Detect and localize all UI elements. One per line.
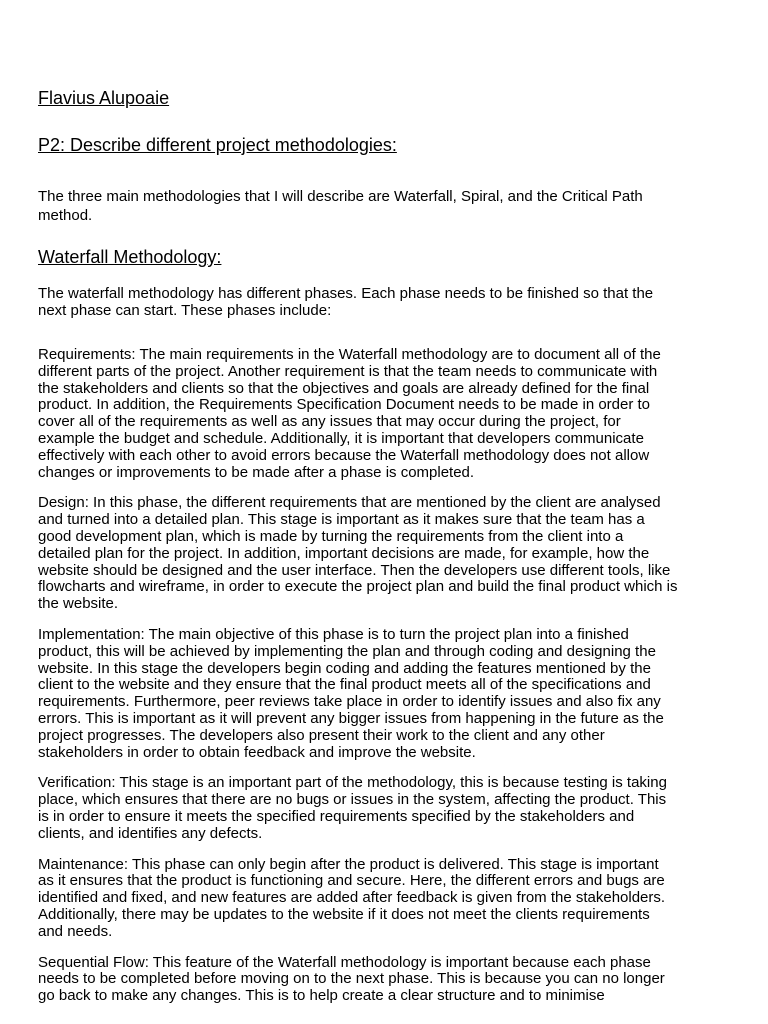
phase-verification-paragraph: Verification: This stage is an important part of the methodology, this is because testing is taking place, which ensures that there are no bugs or issues in the system, affecting the product. This is in order to ensure it meets the specified requirements specified by the stakeholders and clients, and identifies any defects. — [38, 774, 667, 842]
author-name: Flavius Alupoaie — [38, 88, 170, 108]
intro-paragraph: The three main methodologies that I will describe are Waterfall, Spiral, and the Critical Path method. — [38, 188, 643, 224]
phase-implementation-paragraph: Implementation: The main objective of this phase is to turn the project plan into a finished product, this will be achieved by implementing the plan and through coding and designing the website. In this stage the developers begin coding and adding the features mentioned by the client to the website and they ensure that the final product meets all of the specifications and requirements. Furthermore, peer reviews take place in order to identify issues and also fix any errors. This is important as it will prevent any bigger issues from happening in the future as the project progresses. The developers also present their work to the client and any other stakeholders in order to obtain feedback and improve the website. — [38, 625, 664, 761]
phase-requirements-paragraph: Requirements: The main requirements in the Waterfall methodology are to document all of the different parts of the project. Another requirement is that the team needs to communicate with the stakeholders and clients so that the objectives and goals are already defined for the final product. In addition, the Requirements Specification Document needs to be made in order to cover all of the requirements as well as any issues that may occur during the project, for example the budget and schedule. Additionally, it is important that developers communicate effectively with each other to avoid errors because the Waterfall methodology does not allow changes or improvements to be made after a phase is completed. — [38, 346, 661, 481]
lead-paragraph: The waterfall methodology has different phases. Each phase needs to be finished so that the next phase can start. These phases include: — [38, 285, 654, 319]
page-title: P2: Describe different project methodologies: — [38, 135, 397, 155]
phase-design-paragraph: Design: In this phase, the different requirements that are mentioned by the client are analysed and turned into a detailed plan. This stage is important as it makes sure that the team has a good development plan, which is made by turning the requirements from the client into a detailed plan for the project. In addition, important decisions are made, for example, how the website should be designed and the user interface. Then the developers use different tools, like flowcharts and wireframe, in order to execute the project plan and build the final product which is the website. — [38, 494, 678, 613]
phase-sequential-flow-paragraph: Sequential Flow: This feature of the Waterfall methodology is important because each phase needs to be completed before moving on to the next phase. This is because you can no longer go back to make any changes. This is to help create a clear structure and to minimise — [38, 953, 665, 1005]
section-heading-waterfall: Waterfall Methodology: — [38, 247, 222, 267]
phase-maintenance-paragraph: Maintenance: This phase can only begin after the product is delivered. This stage is important as it ensures that the product is functioning and secure. Here, the different errors and bugs are identified and fixed, and new features are added after feedback is given from the stakeholders. Additionally, there may be updates to the website if it does not meet the clients requirements and needs. — [38, 855, 666, 940]
phase-list — [38, 347, 678, 1019]
